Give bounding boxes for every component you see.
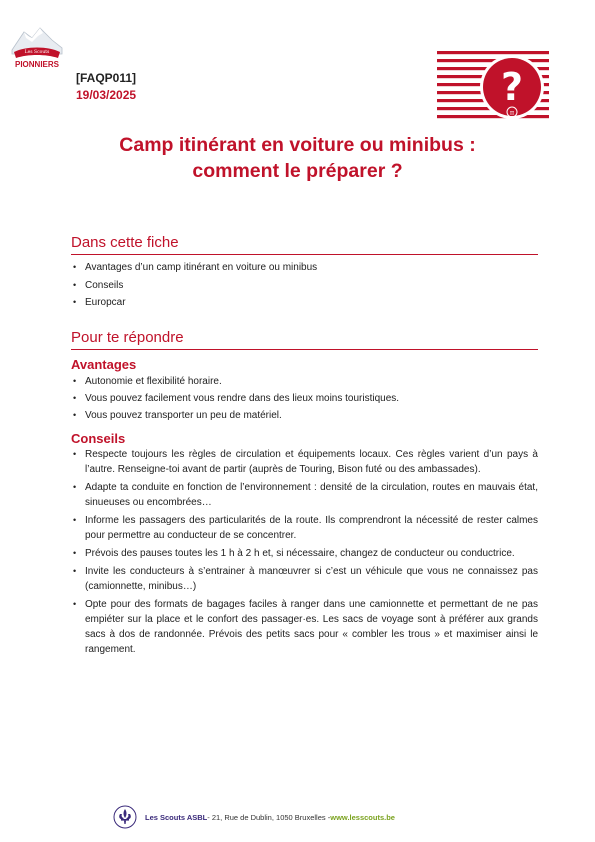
list-item: • Informe les passagers des particularités de la route. Ils comprendront la nécessité de rester calmes pour permettre au conducteur de se concentrer. xyxy=(71,513,538,543)
footer-website-link[interactable]: www.lesscouts.be xyxy=(330,812,395,822)
list-item: • Opte pour des formats de bagages faciles à ranger dans une camionnette et permettant de ne pas empiéter sur la place et le confort des passager·es. Les sacs de voyage sont à préférer aux grands sacs à dos de randonnée. Prévois des petits sacs pour « combler les trous » et maximiser ainsi le rangement. xyxy=(71,597,538,657)
tips-list xyxy=(71,447,538,657)
footer-org: Les Scouts ASBL xyxy=(145,812,208,822)
advantages-list xyxy=(71,373,538,424)
footer-address: - 21, Rue de Dublin, 1050 Bruxelles - xyxy=(207,812,331,822)
toc-section xyxy=(71,234,538,312)
sheet-date: 19/03/2025 xyxy=(76,88,137,102)
answer-section xyxy=(71,329,538,660)
svg-text:π: π xyxy=(509,108,515,117)
list-item: • Europcar xyxy=(71,294,538,312)
svg-text:PIONNIERS: PIONNIERS xyxy=(14,60,60,69)
list-item: • Vous pouvez transporter un peu de matériel. xyxy=(71,407,538,424)
svg-text:Les Scouts: Les Scouts xyxy=(24,50,50,55)
answer-heading: Pour te répondre xyxy=(71,329,538,350)
list-item: • Conseils xyxy=(71,277,538,295)
scouts-fleur-de-lis-icon xyxy=(113,805,137,829)
page-footer xyxy=(113,804,395,830)
list-item: • Adapte ta conduite en fonction de l’environnement : densité de la circulation, routes en mauvais état, sinueuses ou encombrées… xyxy=(71,480,538,510)
advantages-heading: Avantages xyxy=(71,357,137,372)
list-item: • Avantages d’un camp itinérant en voiture ou minibus xyxy=(71,259,538,277)
list-item: • Vous pouvez facilement vous rendre dans des lieux moins touristiques. xyxy=(71,390,538,407)
page-title-line-1: Camp itinérant en voiture ou minibus : xyxy=(119,134,476,156)
page-title xyxy=(40,132,555,184)
toc-heading: Dans cette fiche xyxy=(71,234,538,255)
list-item: • Invite les conducteurs à s’entrainer à manœuvrer si c’est un véhicule que vous ne connaissez pas (camionnette, minibus…) xyxy=(71,564,538,594)
pionniers-logo-icon xyxy=(10,24,64,70)
list-item: • Autonomie et flexibilité horaire. xyxy=(71,373,538,390)
svg-text:?: ? xyxy=(500,65,524,109)
question-mark-icon xyxy=(437,49,549,121)
sheet-code: [FAQP011] xyxy=(76,71,137,85)
list-item: • Respecte toujours les règles de circulation et équipements locaux. Ces règles varient d’un pays à l’autre. Renseigne-toi avant de partir (auprès de Touring, Bison futé ou des ambassades). xyxy=(71,447,538,477)
page-title-line-2: comment le préparer ? xyxy=(192,160,403,182)
toc-list xyxy=(71,259,538,312)
list-item: • Prévois des pauses toutes les 1 h à 2 h et, si nécessaire, changez de conducteur ou conductrice. xyxy=(71,546,538,561)
tips-heading: Conseils xyxy=(71,431,126,446)
